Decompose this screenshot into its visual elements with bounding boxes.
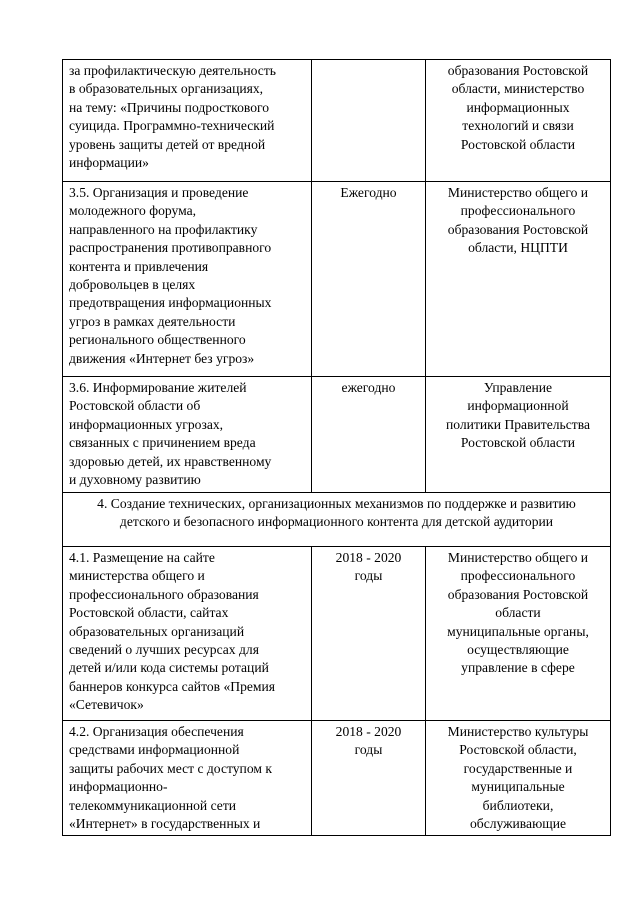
action-cell bbox=[63, 721, 312, 836]
action-text: 4.2. Организация обеспечения средствами информационной защиты рабочих мест с доступом к информационно- телекоммуникационной сети «Интернет» в государственных и bbox=[69, 724, 272, 832]
date-text: ежегодно bbox=[341, 380, 396, 395]
responsible-cell bbox=[426, 721, 611, 836]
responsible-cell bbox=[426, 377, 611, 493]
table-row bbox=[63, 547, 611, 721]
action-text: 4.1. Размещение на сайте министерства общего и профессионального образования Ростовской области, сайтах образовательных организаций сведений о лучших ресурсах для детей и/или кода системы ротаций баннеров конкурса сайтов «Премия «Сетевичок» bbox=[69, 550, 276, 713]
date-cell bbox=[312, 721, 426, 836]
section-heading bbox=[63, 493, 611, 547]
responsible-text: образования Ростовской области, министерство информационных технологий и связи Ростовской области bbox=[447, 63, 589, 152]
section-title: 4. Создание технических, организационных механизмов по поддержке и развитию детского и безопасного информационного контента для детской аудитории bbox=[97, 496, 576, 530]
measures-table bbox=[62, 59, 611, 836]
table-row bbox=[63, 721, 611, 836]
action-text: за профилактическую деятельность в образовательных организациях, на тему: «Причины подросткового суицида. Программно-технический уровень защиты детей от вредной информации» bbox=[69, 63, 276, 171]
date-text: Ежегодно bbox=[340, 185, 397, 200]
table-row bbox=[63, 60, 611, 182]
date-text: 2018 - 2020 годы bbox=[335, 724, 402, 758]
action-cell bbox=[63, 60, 312, 182]
responsible-text: Министерство общего и профессионального образования Ростовской области, НЦПТИ bbox=[447, 185, 589, 256]
date-cell bbox=[312, 60, 426, 182]
date-cell bbox=[312, 547, 426, 721]
section-header-row bbox=[63, 493, 611, 547]
responsible-text: Управление информационной политики Правительства Ростовской области bbox=[446, 380, 590, 451]
date-cell bbox=[312, 182, 426, 377]
action-cell bbox=[63, 182, 312, 377]
responsible-text: Министерство общего и профессионального образования Ростовской области муниципальные органы, осуществляющие управление в сфере bbox=[447, 550, 589, 676]
action-text: 3.5. Организация и проведение молодежного форума, направленного на профилактику распространения противоправного контента и привлечения добровольцев в целях предотвращения информационных угроз в рамках деятельности регионального общественного движения «Интернет без угроз» bbox=[69, 185, 272, 366]
date-cell bbox=[312, 377, 426, 493]
responsible-cell bbox=[426, 182, 611, 377]
table-row bbox=[63, 182, 611, 377]
responsible-text: Министерство культуры Ростовской области, государственные и муниципальные библиотеки, обслуживающие bbox=[447, 724, 589, 832]
responsible-cell bbox=[426, 60, 611, 182]
date-text: 2018 - 2020 годы bbox=[335, 550, 402, 584]
table-row bbox=[63, 377, 611, 493]
action-cell bbox=[63, 547, 312, 721]
action-text: 3.6. Информирование жителей Ростовской области об информационных угрозах, связанных с причинением вреда здоровью детей, их нравственному и духовному развитию bbox=[69, 380, 272, 488]
responsible-cell bbox=[426, 547, 611, 721]
action-cell bbox=[63, 377, 312, 493]
